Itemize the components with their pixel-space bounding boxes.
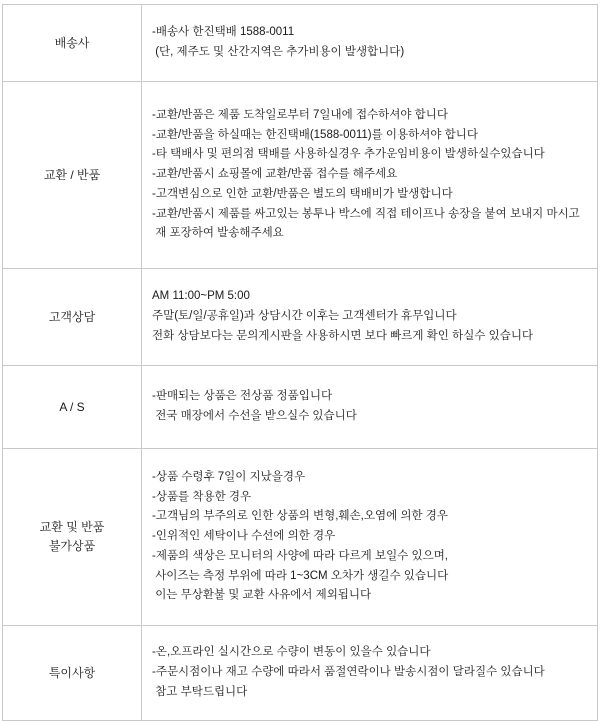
content-line: -고객변심으로 인한 교환/반품은 별도의 택배비가 발생합니다 <box>152 187 453 200</box>
table-row <box>3 626 598 721</box>
content-line: -제품의 색상은 모니터의 사양에 따라 다르게 보일수 있으며, <box>152 549 449 562</box>
row-label-exchange-return <box>3 82 142 269</box>
content-line: -교환/반품시 제품를 싸고있는 봉투나 박스에 직접 테이프나 송장을 붙여 보내지 마시고 <box>152 207 580 220</box>
row-label-text: A / S <box>59 399 85 414</box>
row-label-notes <box>3 626 142 721</box>
content-line: -타 택배사 및 편의점 택배를 사용하실경우 추가운임비용이 발생하실수있습니다 <box>152 148 545 161</box>
content-line: 전화 상담보다는 문의게시판을 사용하시면 보다 빠르게 확인 하실수 있습니다 <box>152 329 534 342</box>
shipping-policy-table <box>2 4 598 721</box>
row-content-shipping <box>142 5 598 82</box>
content-line: 전국 매장에서 수선을 받으실수 있습니다 <box>152 410 357 422</box>
content-line: -판매되는 상품은 전상품 정품입니다 <box>152 390 333 403</box>
table-row <box>3 269 598 366</box>
table-row <box>3 366 598 449</box>
row-label-text: 불가상품 <box>48 539 96 553</box>
content-line: -인위적인 세탁이나 수선에 의한 경우 <box>152 530 336 543</box>
table-row <box>3 449 598 626</box>
content-line: -교환/반품시 쇼핑몰에 교환/반품 접수를 해주세요 <box>152 168 398 181</box>
content-line: -배송사 한진택배 1588-0011 <box>152 26 295 39</box>
content-line: -고객님의 부주의로 인한 상품의 변형,훼손,오염에 의한 경우 <box>152 510 449 523</box>
row-label-text: 특이사항 <box>48 665 96 680</box>
content-line: 주말(토/일/공휴일)과 상담시간 이후는 고객센터가 휴무입니다 <box>152 310 457 323</box>
content-line: -상품를 착용한 경우 <box>152 490 252 503</box>
content-line: -주문시점이나 재고 수량에 따라서 품절연락이나 발송시점이 달라질수 있습니다 <box>152 666 545 679</box>
content-line: 재 포장하여 발송해주세요 <box>152 227 284 240</box>
row-content-notes <box>142 626 598 721</box>
row-label-text: 교환 및 반품 <box>39 520 105 535</box>
row-label-text: 배송사 <box>54 35 90 50</box>
row-content-as <box>142 366 598 449</box>
content-line: -온,오프라인 실시간으로 수량이 변동이 있을수 있습니다 <box>152 646 431 659</box>
row-label-text: 교환 / 반품 <box>43 167 101 182</box>
content-line: 참고 부탁드립니다 <box>152 685 248 698</box>
row-label-non-returnable <box>3 449 142 626</box>
content-line: -교환/반품은 제품 도착일로부터 7일내에 접수하셔야 합니다 <box>152 108 449 121</box>
row-label-shipping <box>3 5 142 82</box>
content-line: -교환/반품을 하실때는 한진택배(1588-0011)를 이용하셔야 합니다 <box>152 128 479 141</box>
row-label-as <box>3 366 142 449</box>
table-row <box>3 82 598 269</box>
table-row <box>3 5 598 82</box>
content-line: AM 11:00~PM 5:00 <box>152 290 250 303</box>
content-line: 이는 무상환불 및 교환 사유에서 제외됩니다 <box>152 589 372 602</box>
content-line: 사이즈는 측정 부위에 따라 1~3CM 오차가 생길수 있습니다 <box>152 569 449 582</box>
row-content-customer-support <box>142 269 598 366</box>
content-line: (단, 제주도 및 산간지역은 추가비용이 발생합니다) <box>152 46 405 58</box>
row-label-text: 고객상담 <box>48 309 96 324</box>
row-label-customer-support <box>3 269 142 366</box>
row-content-exchange-return <box>142 82 598 269</box>
row-content-non-returnable <box>142 449 598 626</box>
content-line: -상품 수령후 7일이 지났을경우 <box>152 470 306 483</box>
